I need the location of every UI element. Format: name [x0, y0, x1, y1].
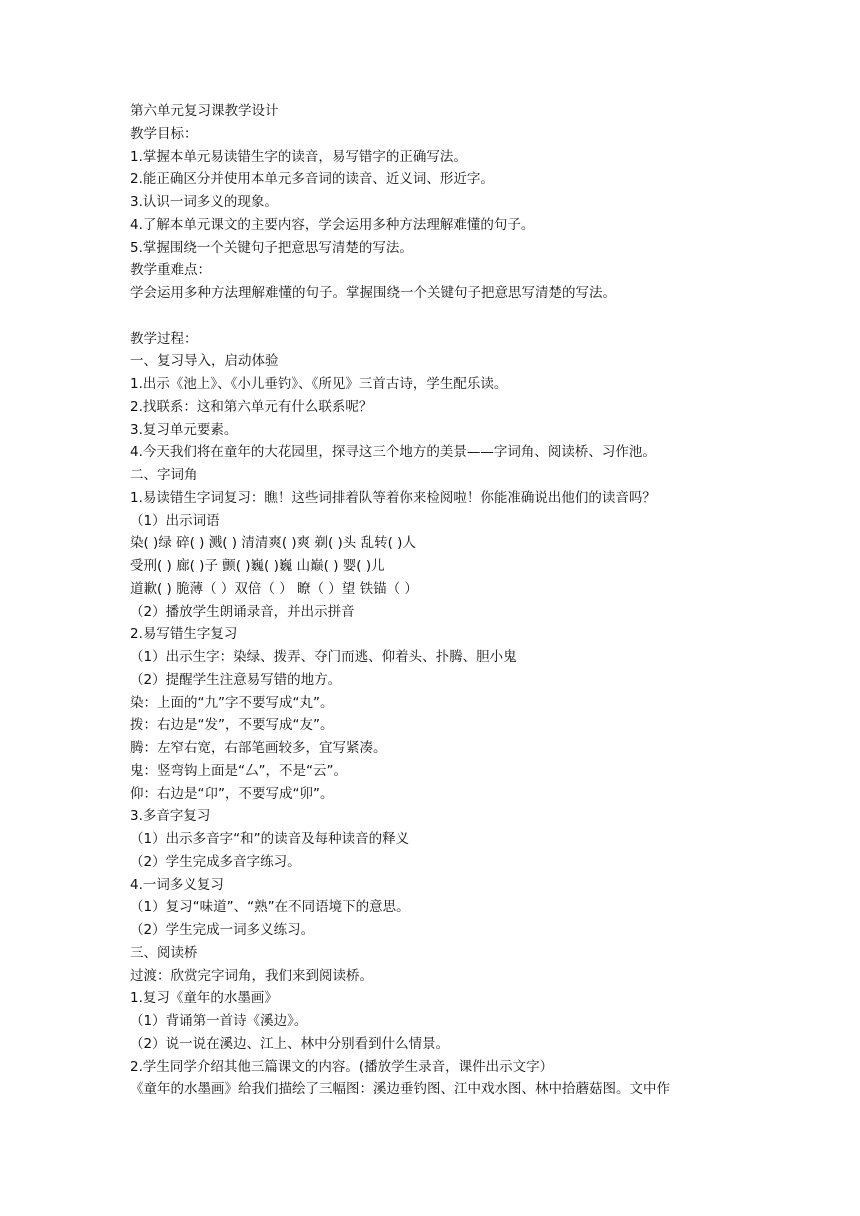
text-line: 1.出示《池上》、《小儿垂钓》、《所见》三首古诗，学生配乐读。 — [130, 376, 508, 392]
text-line: （2）学生完成一词多义练习。 — [130, 922, 315, 938]
text-line: （1）背诵第一首诗《溪边》。 — [130, 1013, 308, 1029]
text-line: 受刑( ) 廊( )子 颤( )巍( )巍 山巅( ) 婴( )儿 — [130, 558, 385, 574]
text-line: 染( )绿 碎( ) 溅( ) 清清爽( )爽 剃( )头 乱转( )人 — [130, 535, 416, 552]
text-line: （2）学生完成多音字练习。 — [130, 853, 301, 870]
text-line: 3.认识一词多义的现象。 — [130, 194, 278, 210]
text-line: 教学重难点： — [130, 262, 211, 279]
text-line: （1）复习“味道”、“熟”在不同语境下的意思。 — [130, 899, 410, 916]
text-line: 道歉( ) 脆薄（ ）双倍（ ） 瞭（ ）望 铁锚（ ） — [130, 580, 418, 597]
text-line: （2）提醒学生注意易写错的地方。 — [130, 671, 342, 688]
text-line: 鬼：竖弯钩上面是“厶”，不是“云”。 — [130, 762, 347, 779]
text-line: 染：上面的“九”字不要写成“丸”。 — [130, 694, 334, 711]
text-line: 学会运用多种方法理解难懂的句子。掌握围绕一个关键句子把意思写清楚的写法。 — [130, 285, 616, 301]
text-line: 1.易读错生字词复习：瞧！这些词排着队等着你来检阅啦！你能准确说出他们的读音吗？ — [130, 489, 656, 506]
text-line: 3.复习单元要素。 — [130, 421, 238, 438]
text-line: 过渡：欣赏完字词角，我们来到阅读桥。 — [130, 967, 373, 984]
document-title: 第六单元复习课教学设计 — [130, 103, 279, 119]
text-line: （1）出示多音字“和”的读音及每种读音的释义 — [130, 831, 410, 847]
text-line: 腾：左窄右宽，右部笔画较多，宜写紧凑。 — [130, 740, 387, 756]
text-line: 1.掌握本单元易读错生字的读音，易写错字的正确写法。 — [130, 148, 467, 165]
text-line: 仰：右边是“卬”，不要写成“卯”。 — [130, 785, 334, 802]
text-line: （1）出示词语 — [130, 512, 220, 529]
text-line: （2）说一说在溪边、江上、林中分别看到什么情景。 — [130, 1035, 450, 1052]
text-line: （1）出示生字：染绿、拨弄、夺门而逃、仰着头、扑腾、胆小鬼 — [130, 649, 517, 665]
text-line: 2.易写错生字复习 — [130, 626, 238, 643]
text-line: 教学过程： — [130, 330, 198, 347]
text-line: 2.能正确区分并使用本单元多音词的读音、近义词、形近字。 — [130, 171, 494, 188]
text-line: 三、阅读桥 — [130, 944, 198, 961]
text-line: 2.找联系：这和第六单元有什么联系呢？ — [130, 398, 373, 415]
text-line: 4.一词多义复习 — [130, 876, 224, 893]
blank-line — [130, 305, 740, 328]
text-line: 二、字词角 — [130, 467, 198, 483]
text-line: 4.了解本单元课文的主要内容，学会运用多种方法理解难懂的句子。 — [130, 216, 535, 233]
text-line: 2.学生同学介绍其他三篇课文的内容。(播放学生录音，课件出示文字） — [130, 1058, 554, 1075]
text-line: 一、复习导入，启动体验 — [130, 353, 279, 370]
document-page — [130, 100, 740, 1101]
text-line: 5.掌握围绕一个关键句子把意思写清楚的写法。 — [130, 239, 413, 256]
document-body — [130, 123, 740, 1101]
text-line: （2）播放学生朗诵录音，并出示拼音 — [130, 603, 355, 620]
text-line: 4.今天我们将在童年的大花园里，探寻这三个地方的美景——字词角、阅读桥、习作池。 — [130, 444, 656, 461]
text-line: 1.复习《童年的水墨画》 — [130, 990, 278, 1007]
text-line: 教学目标： — [130, 125, 198, 142]
text-line: 《童年的水墨画》给我们描绘了三幅图：溪边垂钓图、江中戏水图、林中拾蘑菇图。文中作 — [130, 1081, 670, 1098]
text-line: 拨：右边是“发”，不要写成“友”。 — [130, 717, 334, 734]
text-line: 3.多音字复习 — [130, 808, 211, 825]
